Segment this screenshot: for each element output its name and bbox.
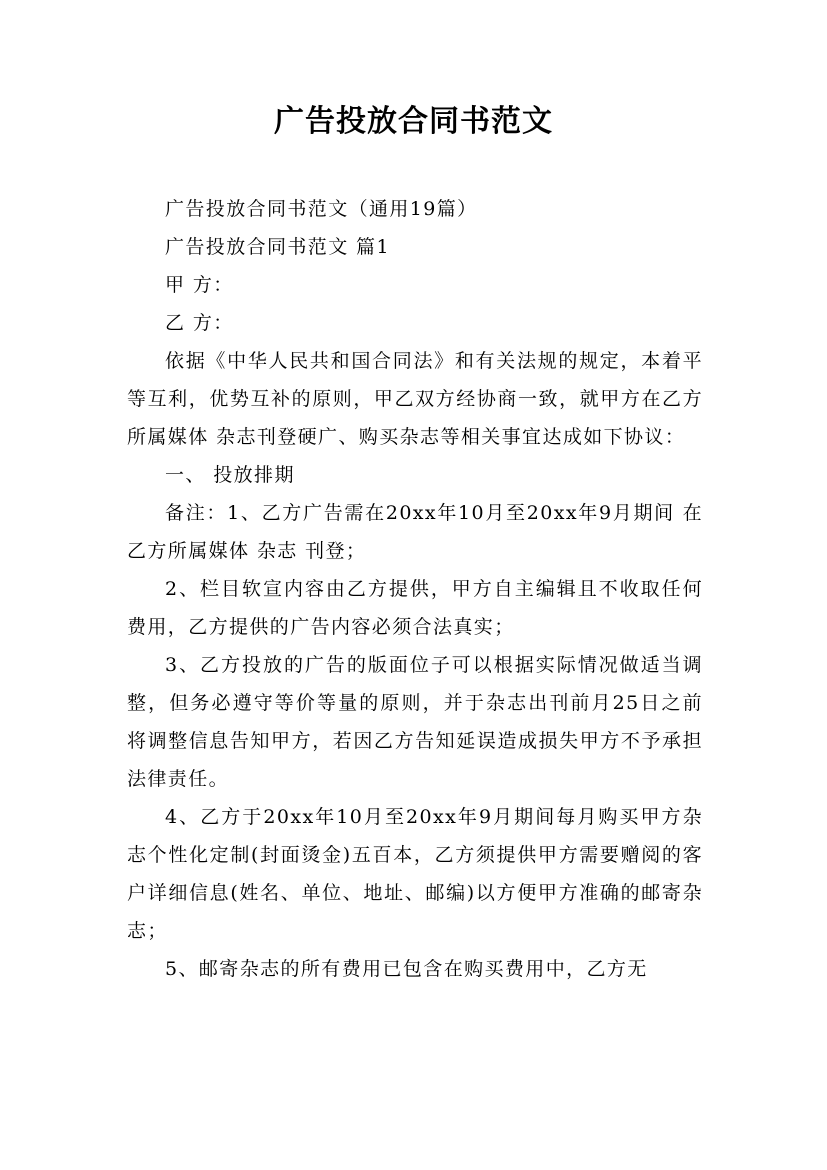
paragraph-clause-5: 5、邮寄杂志的所有费用已包含在购买费用中，乙方无 [165,958,648,980]
paragraph-article-heading: 广告投放合同书范文 篇1 [165,236,390,258]
paragraph-clause-1: 备注：1、乙方广告需在20xx年10月至20xx年9月期间 在乙方所属媒体 杂志 刊登； [127,502,703,562]
paragraph-clause-3: 3、乙方投放的广告的版面位子可以根据实际情况做适当调整，但务必遵守等价等量的原则，并于杂志出刊前月25日之前将调整信息告知甲方，若因乙方告知延误造成损失甲方不予承担法律责任。 [127,654,703,790]
document-body [127,190,703,988]
paragraph-clause-2: 2、栏目软宣内容由乙方提供，甲方自主编辑且不收取任何费用，乙方提供的广告内容必须合法真实； [127,578,703,638]
paragraph-clause-4: 4、乙方于20xx年10月至20xx年9月期间每月购买甲方杂志个性化定制(封面烫金)五百本，乙方须提供甲方需要赠阅的客户详细信息(姓名、单位、地址、邮编)以方便甲方准确的邮寄杂志； [127,806,703,942]
paragraph-preamble: 依据《中华人民共和国合同法》和有关法规的规定，本着平等互利，优势互补的原则，甲乙双方经协商一致，就甲方在乙方所属媒体 杂志刊登硬广、购买杂志等相关事宜达成如下协议： [127,350,703,448]
paragraph-subtitle: 广告投放合同书范文（通用19篇） [165,198,478,220]
paragraph-section-heading: 一、 投放排期 [165,464,295,486]
paragraph-party-b: 乙 方： [165,312,234,334]
paragraph-party-a: 甲 方： [165,274,234,296]
document-title: 广告投放合同书范文 [274,104,553,139]
